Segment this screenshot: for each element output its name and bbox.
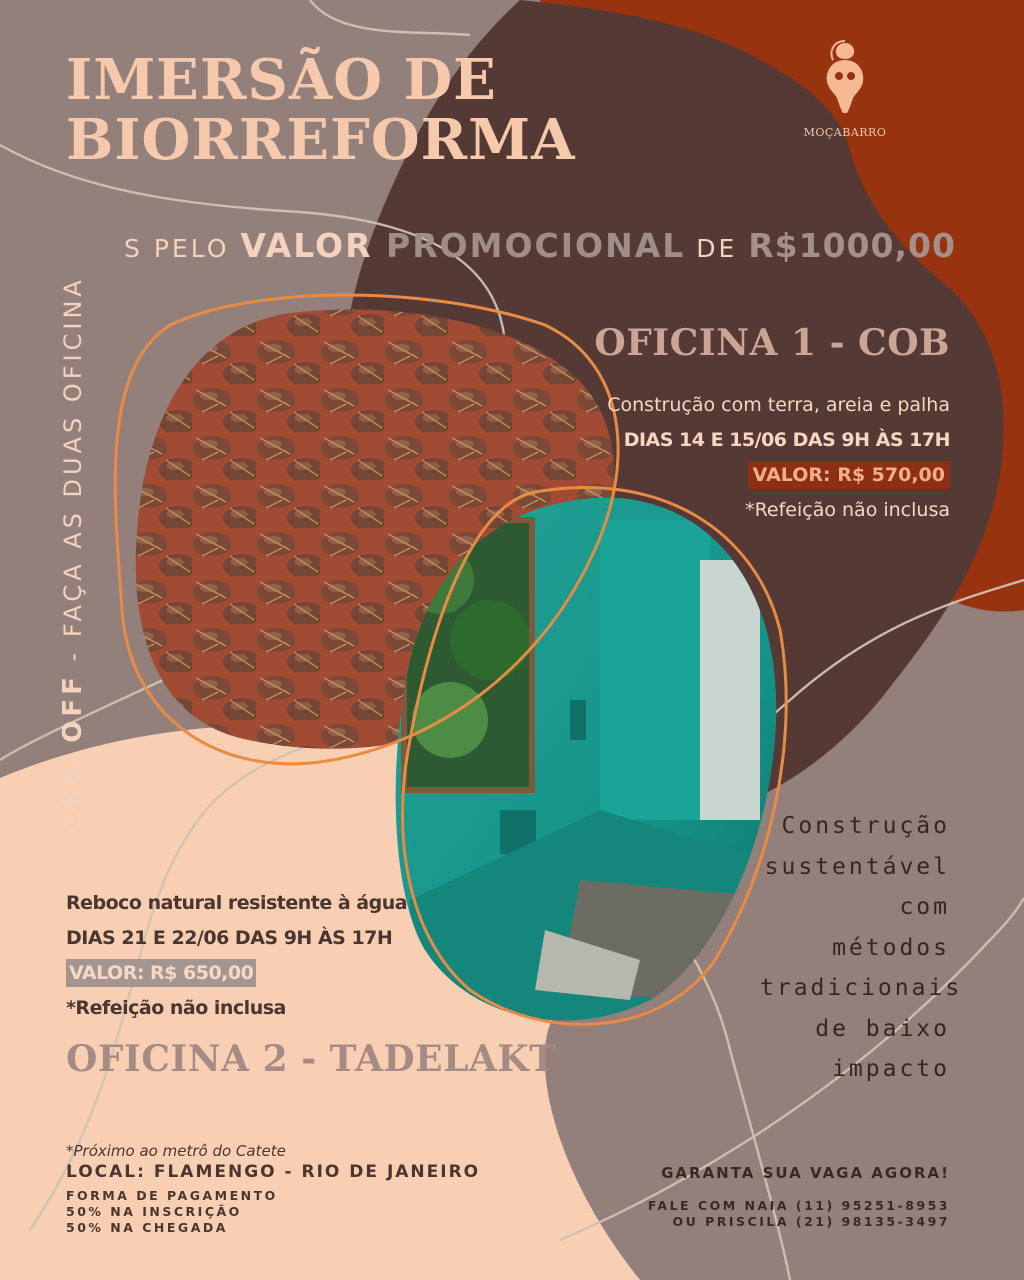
tagline-line: impacto <box>832 1056 950 1082</box>
tagline-line: de baixo <box>815 1015 950 1042</box>
contact-line-2: OU PRISCILA (21) 98135-3497 <box>672 1214 950 1229</box>
promo-line <box>124 226 956 265</box>
near-metro-note: *Próximo ao metrô do Catete <box>66 1142 286 1160</box>
oficina-2-note: *Refeição não inclusa <box>66 997 286 1019</box>
tagline-line: sustentável <box>764 853 950 880</box>
tagline-line: Construção <box>781 813 950 839</box>
promo-part-3: PROMOCIONAL <box>372 226 686 265</box>
oficina-1-note: *Refeição não inclusa <box>745 499 950 521</box>
payment-title: FORMA DE PAGAMENTO <box>66 1188 278 1203</box>
discount-text: - FAÇA AS DUAS OFICINA <box>59 276 87 674</box>
oficina-1-title: OFICINA 1 - COB <box>594 322 950 364</box>
location-info <box>66 1142 480 1236</box>
oficina-2-price: VALOR: R$ 650,00 <box>66 959 256 987</box>
oficina-1-price: VALOR: R$ 570,00 <box>748 461 950 489</box>
oficina-2-details <box>66 886 407 1026</box>
promo-part-1: S PELO <box>124 234 241 263</box>
page-title <box>66 47 576 173</box>
title-line-1: IMERSÃO DE <box>66 47 497 113</box>
brand-name: MOÇABARRO <box>803 126 887 139</box>
oficina-1-days: DIAS 14 E 15/06 DAS 9H ÀS 17H <box>623 429 950 451</box>
goddess-figure-icon <box>815 38 875 118</box>
oficina-1-details <box>607 388 950 528</box>
oficina-2-days: DIAS 21 E 22/06 DAS 9H ÀS 17H <box>66 927 393 949</box>
promo-price: R$1000,00 <box>748 226 956 265</box>
contact-line-1: FALE COM NAIA (11) 95251-8953 <box>647 1198 950 1213</box>
tagline-line: tradicionais <box>760 975 963 1001</box>
payment-line-1: 50% NA INSCRIÇÃO <box>66 1204 242 1219</box>
promo-part-2: VALOR <box>240 226 373 265</box>
call-to-action: GARANTA SUA VAGA AGORA! <box>661 1164 950 1182</box>
payment-line-2: 50% NA CHEGADA <box>66 1220 228 1235</box>
discount-percent: 18% OFF <box>58 673 88 830</box>
title-line-2: BIORREFORMA <box>66 107 576 173</box>
oficina-2-title: OFICINA 2 - TADELAKT <box>66 1038 557 1080</box>
promo-part-4: DE <box>685 234 749 263</box>
contact-info <box>648 1164 950 1230</box>
oficina-1-description: Construção com terra, areia e palha <box>607 394 950 416</box>
oficina-2-description: Reboco natural resistente à água <box>66 892 408 914</box>
location-text: LOCAL: FLAMENGO - RIO DE JANEIRO <box>66 1162 481 1182</box>
brand-logo <box>800 38 890 139</box>
sustainability-tagline <box>760 806 963 1090</box>
tagline-line: com <box>899 894 950 920</box>
tagline-line: métodos <box>832 934 950 961</box>
